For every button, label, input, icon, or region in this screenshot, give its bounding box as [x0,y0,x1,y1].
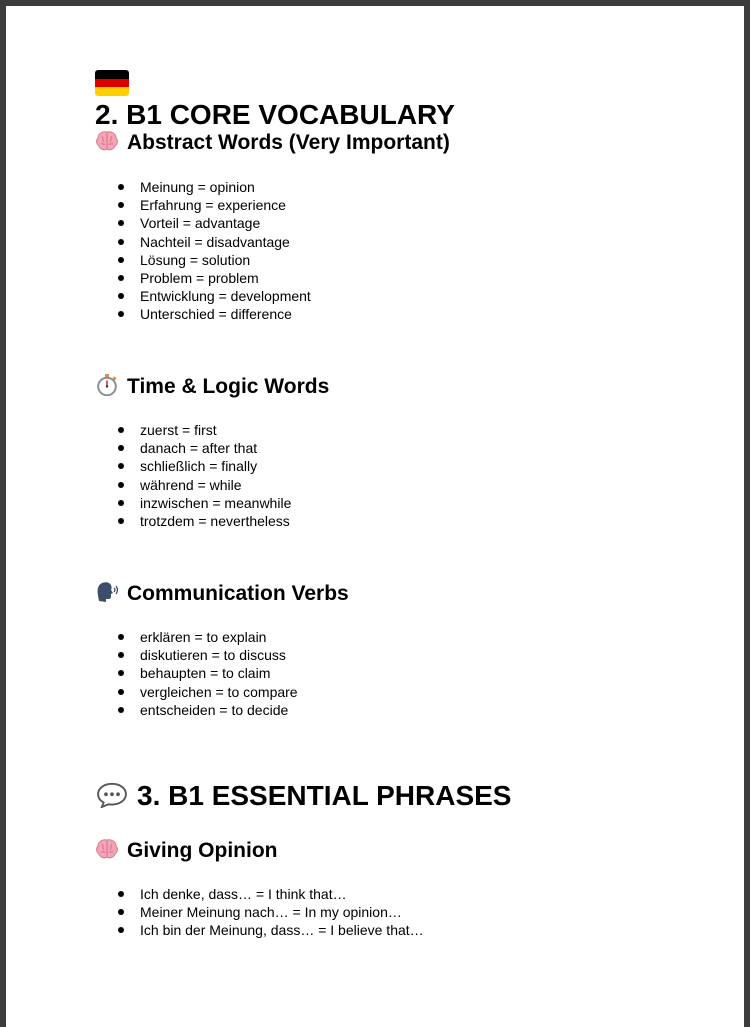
brain-icon [95,838,119,860]
list-item: schließlich = finally [116,457,291,475]
list-item: während = while [116,476,291,494]
list-item: behaupten = to claim [116,664,298,682]
list-item: Meiner Meinung nach… = In my opinion… [116,903,424,921]
brain-icon [95,130,119,152]
list-item: Ich denke, dass… = I think that… [116,885,424,903]
list-item: danach = after that [116,439,291,457]
german-flag-icon [95,70,129,96]
list-item: Vorteil = advantage [116,214,311,232]
list-item: erklären = to explain [116,628,298,646]
speaking-head-icon [95,581,119,603]
list-item: inzwischen = meanwhile [116,494,291,512]
subheading-giving-opinion: Giving Opinion [95,838,278,864]
list-item: Ich bin der Meinung, dass… = I believe that… [116,921,424,939]
list-item: Unterschied = difference [116,305,311,323]
section-heading-core-vocabulary: 2. B1 CORE VOCABULARY [95,73,455,131]
time-logic-words-list [116,421,291,530]
stopwatch-icon [95,374,119,396]
list-item: Meinung = opinion [116,178,311,196]
giving-opinion-list [116,885,424,940]
abstract-words-list [116,178,311,324]
subheading-time-logic-words: Time & Logic Words [95,374,329,400]
list-item: entscheiden = to decide [116,701,298,719]
subheading-abstract-words: Abstract Words (Very Important) [95,130,450,156]
document-page [6,6,744,1027]
list-item: Erfahrung = experience [116,196,311,214]
list-item: trotzdem = nevertheless [116,512,291,530]
list-item: Nachteil = disadvantage [116,233,311,251]
list-item: Lösung = solution [116,251,311,269]
list-item: Entwicklung = development [116,287,311,305]
list-item: Problem = problem [116,269,311,287]
section-heading-essential-phrases: 3. B1 ESSENTIAL PHRASES [95,780,511,812]
list-item: diskutieren = to discuss [116,646,298,664]
subheading-communication-verbs: Communication Verbs [95,581,349,607]
list-item: zuerst = first [116,421,291,439]
speech-bubble-icon [95,782,129,808]
list-item: vergleichen = to compare [116,683,298,701]
communication-verbs-list [116,628,298,719]
